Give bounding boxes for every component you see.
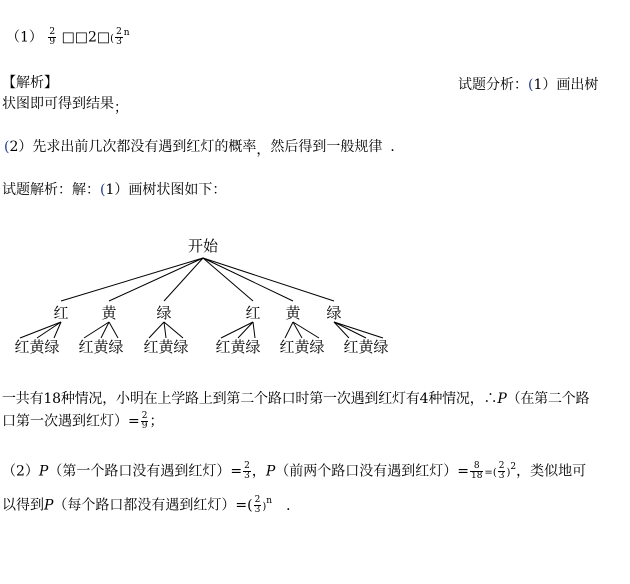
tree-edge-l1-4-2 (293, 322, 319, 338)
tree-edge-l1-5-1 (334, 322, 366, 338)
answer-fraction-1: $\frac{2}{9}$ (49, 27, 56, 47)
tree-leaf-group-3: 红黄绿 (215, 338, 261, 356)
tree-edge-l1-2-2 (164, 322, 183, 338)
solution-line: 试题解析：解：(1）画树状图如下： (2, 182, 227, 198)
tree-edge-root-2 (164, 258, 203, 301)
tree-leaf-group-4: 红黄绿 (279, 338, 325, 356)
answer-exponent: n (123, 28, 130, 38)
tree-node-l1-5: 绿 (326, 304, 342, 322)
tree-leaf-group-1: 红黄绿 (78, 338, 124, 356)
tree-edge-l1-1-2 (109, 322, 118, 338)
tree-node-l1-0: 红 (53, 304, 69, 322)
tree-node-l1-4: 黄 (285, 304, 301, 322)
tree-edge-l1-2-1 (164, 322, 166, 338)
tree-edge-root-0 (61, 258, 203, 301)
tree-edge-l1-3-0 (221, 322, 253, 338)
part2-fraction-1: $\frac{2}{3}$ (244, 461, 250, 481)
tree-edge-root-3 (203, 258, 253, 301)
tree-edge-root-5 (203, 258, 334, 301)
garbled-text: □□2□ (61, 29, 111, 46)
part2-hint: (2）先求出前几次都没有遇到红灯的概率，然后得到一般规律 ． (4, 139, 405, 158)
result-line2: 口第一次遇到红灯）= $\frac{2}{9}$ ； (2, 411, 164, 431)
answer-line: （1） $\frac{2}{9}$ □□2□( $\frac{2}{3}$ $^n$ (6, 27, 130, 47)
tree-edge-l1-3-1 (238, 322, 253, 338)
part2-fraction-2: $\frac{8}{18}$ (470, 461, 483, 481)
tree-edge-root-1 (109, 258, 203, 301)
tree-root: 开始 (188, 237, 219, 255)
tree-node-l1-1: 黄 (101, 304, 117, 322)
tree-edge-l1-3-2 (253, 322, 255, 338)
analysis-heading: 【解析】 (2, 75, 58, 91)
analysis-right-text: 试题分析：(1）画出树 (458, 77, 599, 93)
part2-fraction-3: $\frac{2}{3}$ (498, 461, 505, 481)
part2-fraction-4: $\frac{2}{3}$ (254, 495, 261, 515)
tree-diagram (0, 228, 630, 368)
part2-line2: 以得到P（每个路口都没有遇到红灯）=( $\frac{2}{3}$ )$^n$ ． (2, 495, 301, 515)
result-line1: 一共有18种情况，小明在上学路上到第二个路口时第一次遇到红灯有4种情况，∴P（在第二个路 (2, 391, 590, 407)
result-fraction: $\frac{2}{9}$ (141, 411, 148, 431)
tree-node-l1-3: 红 (245, 304, 261, 322)
tree-edge-l1-4-0 (285, 322, 293, 338)
analysis-line2: 状图即可得到结果； (2, 96, 128, 116)
tree-leaf-group-2: 红黄绿 (143, 338, 189, 356)
tree-leaf-group-0: 红黄绿 (14, 338, 60, 356)
tree-edge-l1-2-0 (149, 322, 164, 338)
tree-node-l1-2: 绿 (156, 304, 172, 322)
tree-leaf-group-5: 红黄绿 (343, 338, 389, 356)
tree-edge-root-4 (203, 258, 293, 301)
part2-line1: （2）P（第一个路口没有遇到红灯）= $\frac{2}{3}$ ，P（前两个路口没有遇到红灯）= $\frac{8}{18}$ =( $\frac{2}{3}$ )$^2$，类似地可 (2, 461, 587, 481)
answer-fraction-2: $\frac{2}{3}$ (116, 27, 122, 47)
answer-label: （1） (6, 29, 43, 46)
